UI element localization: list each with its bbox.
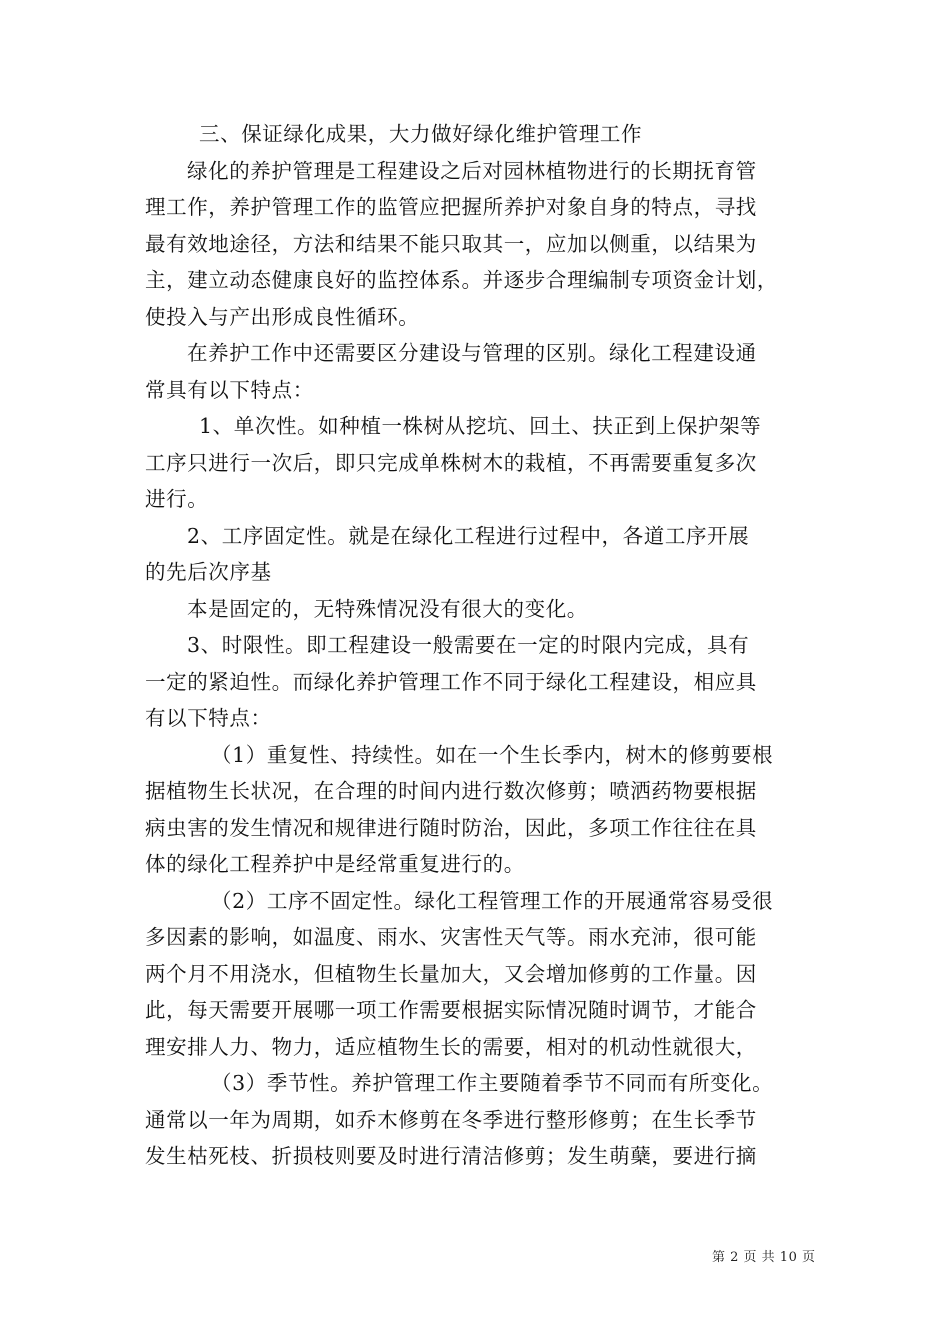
paragraph-line: 一定的紧迫性。而绿化养护管理工作不同于绿化工程建设，相应具 [145, 669, 757, 694]
paragraph-line: 理工作，养护管理工作的监管应把握所养护对象自身的特点，寻找 [145, 195, 757, 219]
paragraph-line: 在养护工作中还需要区分建设与管理的区别。绿化工程建设通 [187, 341, 757, 365]
paragraph-line: 常具有以下特点： [145, 377, 314, 402]
list-item-line: 1、单次性。如种植一株树从挖坑、回土、扶正到上保护架等 [199, 414, 762, 438]
paragraph-line: 病虫害的发生情况和规律进行随时防治，因此，多项工作往往在具 [145, 815, 757, 840]
paragraph-line: 本是固定的，无特殊情况没有很大的变化。 [187, 596, 588, 621]
paragraph-line: 多因素的影响，如温度、雨水、灾害性天气等。雨水充沛，很可能 [145, 925, 757, 949]
paragraph-line: 绿化的养护管理是工程建设之后对园林植物进行的长期抚育管 [187, 158, 757, 183]
paragraph-line: 最有效地途径，方法和结果不能只取其一，应加以侧重，以结果为 [145, 231, 757, 256]
paragraph-line: 体的绿化工程养护中是经常重复进行的。 [145, 852, 525, 876]
list-item-line: （3）季节性。养护管理工作主要随着季节不同而有所变化。 [211, 1071, 774, 1095]
document-body [145, 116, 825, 1175]
paragraph-line: 有以下特点： [145, 706, 272, 730]
list-item-line: 3、时限性。即工程建设一般需要在一定的时限内完成，具有 [187, 633, 750, 657]
page-number: 第 2 页 共 10 页 [712, 1250, 816, 1265]
section-heading: 三、保证绿化成果，大力做好绿化维护管理工作 [199, 122, 643, 146]
list-item-line: （2）工序不固定性。绿化工程管理工作的开展通常容易受很 [211, 888, 774, 913]
paragraph-line: 此，每天需要开展哪一项工作需要根据实际情况随时调节，才能合 [145, 998, 757, 1022]
paragraph-line: 发生枯死枝、折损枝则要及时进行清洁修剪；发生萌蘖，要进行摘 [145, 1144, 757, 1168]
paragraph-line: 主，建立动态健康良好的监控体系。并逐步合理编制专项资金计划， [145, 268, 778, 292]
paragraph-line: 理安排人力、物力，适应植物生长的需要，相对的机动性就很大， [145, 1034, 757, 1059]
paragraph-line: 使投入与产出形成良性循环。 [145, 304, 420, 329]
paragraph-line: 进行。 [145, 487, 209, 511]
paragraph-line: 的先后次序基 [145, 560, 272, 584]
list-item-line: 2、工序固定性。就是在绿化工程进行过程中，各道工序开展 [187, 523, 750, 548]
paragraph-line: 通常以一年为周期，如乔木修剪在冬季进行整形修剪；在生长季节 [145, 1107, 757, 1132]
paragraph-line: 两个月不用浇水，但植物生长量加大，又会增加修剪的工作量。因 [145, 961, 757, 986]
paragraph-line: 据植物生长状况，在合理的时间内进行数次修剪；喷洒药物要根据 [145, 779, 757, 803]
paragraph-line: 工序只进行一次后，即只完成单株树木的栽植，不再需要重复多次 [145, 450, 757, 475]
list-item-line: （1）重复性、持续性。如在一个生长季内，树木的修剪要根 [211, 742, 774, 767]
